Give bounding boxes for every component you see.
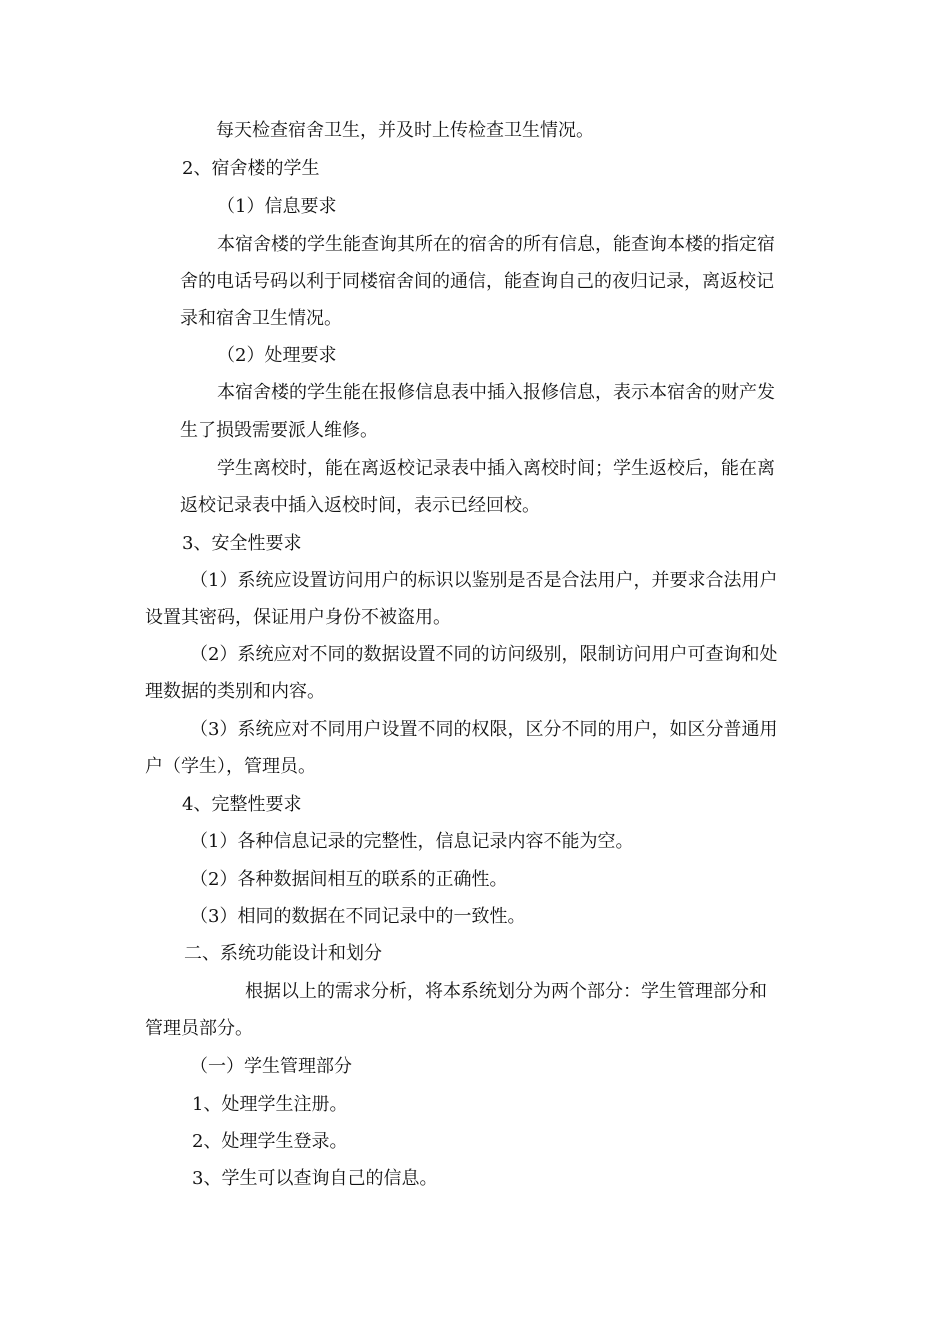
section-heading: 3、安全性要求 bbox=[182, 533, 302, 554]
list-item: 3、学生可以查询自己的信息。 bbox=[192, 1168, 438, 1189]
chapter-heading: 二、系统功能设计和划分 bbox=[184, 943, 382, 964]
paragraph-line: 每天检查宿舍卫生，并及时上传检查卫生情况。 bbox=[216, 120, 594, 141]
paragraph-line: 户（学生），管理员。 bbox=[145, 756, 316, 777]
paragraph-line: 录和宿舍卫生情况。 bbox=[180, 308, 342, 329]
paragraph-line: 设置其密码，保证用户身份不被盗用。 bbox=[145, 607, 451, 628]
paragraph-line: 管理员部分。 bbox=[145, 1018, 253, 1039]
paragraph-line: 学生离校时，能在离返校记录表中插入离校时间；学生返校后，能在离 bbox=[217, 458, 775, 479]
paragraph-line: （2）系统应对不同的数据设置不同的访问级别，限制访问用户可查询和处 bbox=[190, 644, 778, 665]
paragraph-line: 返校记录表中插入返校时间，表示已经回校。 bbox=[180, 495, 540, 516]
paragraph-line: 根据以上的需求分析，将本系统划分为两个部分：学生管理部分和 bbox=[245, 981, 767, 1002]
paragraph-line: 舍的电话号码以利于同楼宿舍间的通信，能查询自己的夜归记录，离返校记 bbox=[180, 271, 774, 292]
list-item: （3）相同的数据在不同记录中的一致性。 bbox=[190, 906, 526, 927]
list-item: （1）各种信息记录的完整性，信息记录内容不能为空。 bbox=[190, 831, 634, 852]
paragraph-line: 理数据的类别和内容。 bbox=[145, 681, 325, 702]
paragraph-line: 本宿舍楼的学生能在报修信息表中插入报修信息，表示本宿舍的财产发 bbox=[217, 382, 775, 403]
subsection-heading: （一）学生管理部分 bbox=[190, 1056, 352, 1077]
list-item: 1、处理学生注册。 bbox=[192, 1094, 348, 1115]
section-heading: 4、完整性要求 bbox=[182, 794, 302, 815]
paragraph-line: （1）系统应设置访问用户的标识以鉴别是否是合法用户，并要求合法用户 bbox=[190, 570, 778, 591]
paragraph-line: （3）系统应对不同用户设置不同的权限，区分不同的用户，如区分普通用 bbox=[190, 719, 778, 740]
list-item: （2）各种数据间相互的联系的正确性。 bbox=[190, 869, 508, 890]
list-item: 2、处理学生登录。 bbox=[192, 1131, 348, 1152]
section-heading: 2、宿舍楼的学生 bbox=[182, 158, 320, 179]
paragraph-line: 本宿舍楼的学生能查询其所在的宿舍的所有信息，能查询本楼的指定宿 bbox=[217, 234, 775, 255]
subsection-heading: （2）处理要求 bbox=[217, 345, 337, 366]
paragraph-line: 生了损毁需要派人维修。 bbox=[180, 420, 378, 441]
subsection-heading: （1）信息要求 bbox=[217, 196, 337, 217]
